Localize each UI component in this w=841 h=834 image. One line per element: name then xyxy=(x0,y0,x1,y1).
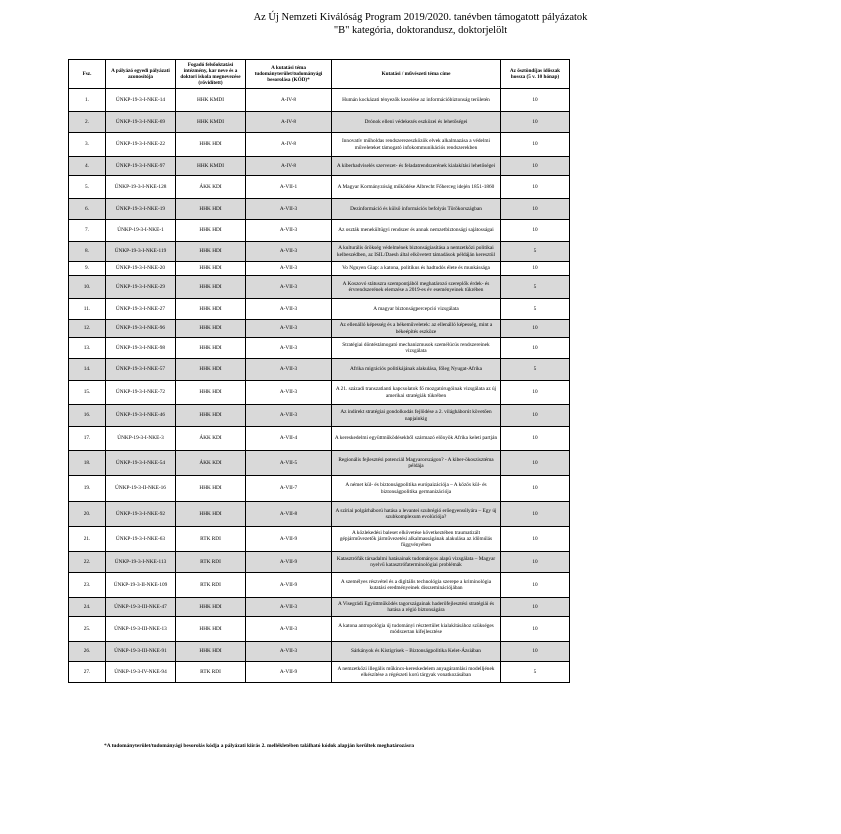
document-title: Az Új Nemzeti Kiválóság Program 2019/2020. tanévben támogatott pályázatok xyxy=(253,12,588,23)
table-row xyxy=(69,617,570,642)
table-row xyxy=(69,242,570,262)
scholarship-months: 10 xyxy=(501,502,570,527)
field-code: A-VII-9 xyxy=(246,552,332,573)
applicant-id: ÚNKP-19-3-I-NKE-22 xyxy=(106,133,176,157)
field-code: A-VII-3 xyxy=(246,359,332,381)
applicant-id: ÚNKP-19-3-I-NKE-19 xyxy=(106,199,176,220)
research-topic: Innovatív műholdas rendszerezeszközök elvek alkalmazása a védelmi műveleteket támogató infokommunikációs rendszerekben xyxy=(332,133,501,157)
field-code: A-VII-4 xyxy=(246,427,332,451)
scholarship-months: 5 xyxy=(501,276,570,299)
field-code: A-VII-3 xyxy=(246,642,332,662)
research-topic: Afrika migrációs politikájának alakulása, főleg Nyugat-Afrika xyxy=(332,359,501,381)
institution: HHK HDI xyxy=(176,502,246,527)
row-number: 27. xyxy=(69,662,106,683)
row-number: 25. xyxy=(69,617,106,642)
research-topic: A Magyar Kormányzóság működése Albrecht Főherceg idején 1851-1860 xyxy=(332,176,501,199)
table-row xyxy=(69,662,570,683)
header-applicant-id: A pályázó egyedi pályázati azonosítója xyxy=(106,60,176,89)
research-topic: A Visegrádi Együttműködés tagországainak haderőfejlesztési stratégiái és hatása a régió biztonságára xyxy=(332,598,501,617)
institution: HHK HDI xyxy=(176,262,246,276)
applicant-id: ÚNKP-19-3-I-NKE-29 xyxy=(106,276,176,299)
scholarship-months: 5 xyxy=(501,359,570,381)
scholarship-months: 10 xyxy=(501,427,570,451)
institution: HHK HDI xyxy=(176,381,246,405)
applicant-id: ÚNKP-19-3-I-NKE-27 xyxy=(106,299,176,320)
table-row xyxy=(69,89,570,112)
table-row xyxy=(69,502,570,527)
institution: RTK RDI xyxy=(176,573,246,598)
research-topic: Humán kockázati tényezők kezelése az információbiztonság területén xyxy=(332,89,501,112)
applicant-id: ÚNKP-19-3-IV-NKE-94 xyxy=(106,662,176,683)
applicant-id: ÚNKP-19-3-III-NKE-13 xyxy=(106,617,176,642)
institution: ÁKK KDI xyxy=(176,451,246,476)
scholarship-months: 10 xyxy=(501,176,570,199)
row-number: 3. xyxy=(69,133,106,157)
institution: HHK HDI xyxy=(176,133,246,157)
applicant-id: ÚNKP-19-3-I-NKE-72 xyxy=(106,381,176,405)
research-topic: Vo Nguyen Giap: a katona, politikus és hadtudós élete és munkássága xyxy=(332,262,501,276)
applicant-id: ÚNKP-19-3-I-NKE-57 xyxy=(106,359,176,381)
applicant-id: ÚNKP-19-3-I-NKE-98 xyxy=(106,338,176,359)
row-number: 21. xyxy=(69,527,106,552)
applicant-id: ÚNKP-19-3-I-NKE-113 xyxy=(106,552,176,573)
institution: HHK KMDI xyxy=(176,157,246,176)
research-topic: Az ellenálló képesség és a békeműveletek: az ellenálló képesség, mint a békeépítés eszköze xyxy=(332,320,501,338)
scholarship-months: 10 xyxy=(501,262,570,276)
field-code: A-VII-7 xyxy=(246,476,332,502)
table-row xyxy=(69,359,570,381)
institution: HHK HDI xyxy=(176,476,246,502)
table-row xyxy=(69,220,570,242)
institution: ÁKK KDI xyxy=(176,176,246,199)
institution: HHK HDI xyxy=(176,299,246,320)
field-code: A-IV-8 xyxy=(246,112,332,133)
applicant-id: ÚNKP-19-3-I-NKE-92 xyxy=(106,502,176,527)
row-number: 15. xyxy=(69,381,106,405)
document-subtitle: "B" kategória, doktorandusz, doktorjelölt xyxy=(333,25,508,36)
applicant-id: ÚNKP-19-3-I-NKE-1 xyxy=(106,220,176,242)
research-topic: Drónok elleni védekezés eszközei és lehetőségei xyxy=(332,112,501,133)
table-row xyxy=(69,199,570,220)
research-topic: A 21. századi transzatlanti kapcsolatok fő mozgatórugóinak vizsgálata az új amerikai stratégiák tükrében xyxy=(332,381,501,405)
scholarship-months: 10 xyxy=(501,133,570,157)
scholarship-months: 10 xyxy=(501,338,570,359)
field-code: A-VII-3 xyxy=(246,276,332,299)
applicant-id: ÚNKP-19-3-I-NKE-96 xyxy=(106,320,176,338)
institution: HHK HDI xyxy=(176,242,246,262)
scholarship-months: 10 xyxy=(501,573,570,598)
table-row xyxy=(69,338,570,359)
research-topic: Stratégiai döntéstámogató mechanizmusok személúcús rendszereinek vizsgálata xyxy=(332,338,501,359)
field-code: A-VII-3 xyxy=(246,598,332,617)
row-number: 4. xyxy=(69,157,106,176)
row-number: 14. xyxy=(69,359,106,381)
scholarship-months: 10 xyxy=(501,476,570,502)
field-code: A-VII-3 xyxy=(246,220,332,242)
field-code: A-IV-8 xyxy=(246,133,332,157)
applicant-id: ÚNKP-19-3-I-NKE-97 xyxy=(106,157,176,176)
institution: HHK KMDI xyxy=(176,112,246,133)
row-number: 6. xyxy=(69,199,106,220)
field-code: A-VII-9 xyxy=(246,662,332,683)
field-code: A-VII-8 xyxy=(246,502,332,527)
table-row xyxy=(69,642,570,662)
research-topic: Az oszták menekültügyi rendszer és annak nemzetbiztonsági sajátosságai xyxy=(332,220,501,242)
field-code: A-VII-3 xyxy=(246,299,332,320)
header-scholarship-length: Az ösztöndíjas időszak hossza (5 v. 10 hónap) xyxy=(501,60,570,89)
research-topic: A Koszovó státuszra szempontjából meghatározó szereplők érdek- és érvrendszerének elemzése a 2019-es év eseményeinek tükrében xyxy=(332,276,501,299)
row-number: 13. xyxy=(69,338,106,359)
scholarship-months: 10 xyxy=(501,112,570,133)
table-row xyxy=(69,262,570,276)
institution: HHK HDI xyxy=(176,617,246,642)
applicant-id: ÚNKP-19-3-III-NKE-91 xyxy=(106,642,176,662)
row-number: 2. xyxy=(69,112,106,133)
row-number: 5. xyxy=(69,176,106,199)
scholarship-months: 10 xyxy=(501,220,570,242)
research-topic: A katona antropológia új tudományi résztertület kialakításához szükséges módszertan kifejlesztése xyxy=(332,617,501,642)
applicant-id: ÚNKP-19-3-I-NKE-14 xyxy=(106,89,176,112)
table-row xyxy=(69,176,570,199)
research-topic: A személyes részvétel és a digitális technológia szerepe a kriminológia kutatási eredményeinek disszeminációjában xyxy=(332,573,501,598)
institution: HHK HDI xyxy=(176,199,246,220)
table-row xyxy=(69,299,570,320)
scholarship-months: 10 xyxy=(501,642,570,662)
table-row xyxy=(69,133,570,157)
scholarship-months: 10 xyxy=(501,405,570,427)
research-topic: Katasztrófák társadalmi hatásainak tudományos alapú vizsgálata – Magyar nyelvű katasztrófaterminológiai problémák xyxy=(332,552,501,573)
scholarship-months: 10 xyxy=(501,617,570,642)
research-topic: Sárkányok és Kistigrisek – Biztonságpolitika Kelet-Ázsiában xyxy=(332,642,501,662)
scholarship-months: 10 xyxy=(501,320,570,338)
institution: HHK HDI xyxy=(176,220,246,242)
field-code: A-IV-8 xyxy=(246,89,332,112)
row-number: 1. xyxy=(69,89,106,112)
field-code: A-VII-3 xyxy=(246,262,332,276)
footnote: *A tudományterület/tudományági besorolás kódja a pályázati kiírás 2. mellékletében található kódok alapján kerültek meghatározásra xyxy=(104,743,415,749)
row-number: 24. xyxy=(69,598,106,617)
scholarship-months: 5 xyxy=(501,662,570,683)
table-row xyxy=(69,451,570,476)
scholarship-months: 10 xyxy=(501,157,570,176)
row-number: 16. xyxy=(69,405,106,427)
table-row xyxy=(69,320,570,338)
applicant-id: ÚNKP-19-3-III-NKE-47 xyxy=(106,598,176,617)
applicant-id: ÚNKP-19-3-II-NKE-109 xyxy=(106,573,176,598)
field-code: A-VII-1 xyxy=(246,176,332,199)
field-code: A-VII-9 xyxy=(246,527,332,552)
row-number: 23. xyxy=(69,573,106,598)
institution: RTK RDI xyxy=(176,527,246,552)
applicant-id: ÚNKP-19-3-I-NKE-128 xyxy=(106,176,176,199)
scholarship-months: 10 xyxy=(501,89,570,112)
field-code: A-VII-3 xyxy=(246,381,332,405)
institution: HHK HDI xyxy=(176,598,246,617)
research-topic: A nemzetközi illegális műkincs-kereskedelem anyagáramlási modelljének elkészítése a régészeti korú tárgyak vonatkozásában xyxy=(332,662,501,683)
table-row xyxy=(69,427,570,451)
field-code: A-VII-9 xyxy=(246,573,332,598)
table-header-row xyxy=(69,60,570,89)
institution: HHK HDI xyxy=(176,276,246,299)
row-number: 9. xyxy=(69,262,106,276)
research-topic: A kiberhadviselés szervezet- és feladatrendszerének kialakítási lehetőségei xyxy=(332,157,501,176)
field-code: A-VII-3 xyxy=(246,320,332,338)
table-row xyxy=(69,573,570,598)
row-number: 18. xyxy=(69,451,106,476)
research-topic: A szíriai polgárháború hatása a levantei szubrégió erőegyensúlyára – Egy új szubkomplexum evolúciója? xyxy=(332,502,501,527)
research-topic: Dezinformáció és külső információs befolyás Törökországban xyxy=(332,199,501,220)
scholarship-months: 5 xyxy=(501,299,570,320)
field-code: A-VII-3 xyxy=(246,617,332,642)
field-code: A-IV-8 xyxy=(246,157,332,176)
row-number: 26. xyxy=(69,642,106,662)
applicant-id: ÚNKP-19-3-I-NKE-69 xyxy=(106,112,176,133)
scholarship-months: 10 xyxy=(501,199,570,220)
institution: HHK HDI xyxy=(176,338,246,359)
research-topic: A kereskedelmi együttműködésekből származó előnyök Afrika keleti partján xyxy=(332,427,501,451)
field-code: A-VII-3 xyxy=(246,242,332,262)
applicant-id: ÚNKP-19-3-I-NKE-46 xyxy=(106,405,176,427)
scholarship-months: 10 xyxy=(501,552,570,573)
row-number: 11. xyxy=(69,299,106,320)
row-number: 22. xyxy=(69,552,106,573)
table-row xyxy=(69,598,570,617)
table-row xyxy=(69,527,570,552)
table-row xyxy=(69,405,570,427)
research-topic: Az indirekt stratégiai gondolkodás fejlődése a 2. világháborút követően napjainkig xyxy=(332,405,501,427)
applicant-id: ÚNKP-19-3-I-NKE-119 xyxy=(106,242,176,262)
field-code: A-VII-5 xyxy=(246,451,332,476)
research-topic: Regionális fejlesztési potenciál Magyarországon? - A kiber-ökoszisztéma példája xyxy=(332,451,501,476)
applicant-id: ÚNKP-19-3-I-NKE-20 xyxy=(106,262,176,276)
row-number: 20. xyxy=(69,502,106,527)
institution: HHK KMDI xyxy=(176,89,246,112)
institution: HHK HDI xyxy=(176,642,246,662)
table-row xyxy=(69,276,570,299)
institution: RTK RDI xyxy=(176,662,246,683)
institution: HHK HDI xyxy=(176,359,246,381)
institution: RTK RDI xyxy=(176,552,246,573)
field-code: A-VII-3 xyxy=(246,199,332,220)
institution: HHK HDI xyxy=(176,320,246,338)
header-number: Fsz. xyxy=(69,60,106,89)
research-topic: A német kül- és biztonságpolitika európaizációja – A közös kül- és biztonságpolitika germanizációja xyxy=(332,476,501,502)
scholarship-months: 10 xyxy=(501,598,570,617)
applicant-id: ÚNKP-19-3-I-NKE-54 xyxy=(106,451,176,476)
field-code: A-VII-3 xyxy=(246,338,332,359)
row-number: 17. xyxy=(69,427,106,451)
scholarship-months: 10 xyxy=(501,381,570,405)
table-row xyxy=(69,552,570,573)
table-row xyxy=(69,112,570,133)
row-number: 10. xyxy=(69,276,106,299)
table-row xyxy=(69,157,570,176)
header-field-code: A kutatási téma tudományterület/tudományági besorolása (KÓD)* xyxy=(246,60,332,89)
table-row xyxy=(69,476,570,502)
table-row xyxy=(69,381,570,405)
row-number: 8. xyxy=(69,242,106,262)
applicant-id: ÚNKP-19-3-I-NKE-63 xyxy=(106,527,176,552)
scholarship-months: 5 xyxy=(501,242,570,262)
results-table xyxy=(68,59,570,683)
header-institution: Fogadó felsőoktatási intézmény, kar neve és a doktori iskola megnevezése (rövidített) xyxy=(176,60,246,89)
institution: ÁKK KDI xyxy=(176,427,246,451)
research-topic: A közlekedési baleset elkövetése következtében traumatizált gépjárművezetők járművezetési alkalmasságának alakulása az időmúlás függvényében xyxy=(332,527,501,552)
research-topic: A kulturális örökség védelmének biztonságiasítása a nemzetközi politikai kelbeszédben, az ISIL/Daesh által elkövetett támadások példáján keresztül xyxy=(332,242,501,262)
research-topic: A magyar biztonságpercepció vizsgálata xyxy=(332,299,501,320)
applicant-id: ÚNKP-19-3-II-NKE-16 xyxy=(106,476,176,502)
row-number: 12. xyxy=(69,320,106,338)
scholarship-months: 10 xyxy=(501,527,570,552)
header-research-topic: Kutatási / művészeti téma címe xyxy=(332,60,501,89)
row-number: 19. xyxy=(69,476,106,502)
institution: HHK HDI xyxy=(176,405,246,427)
field-code: A-VII-3 xyxy=(246,405,332,427)
row-number: 7. xyxy=(69,220,106,242)
scholarship-months: 10 xyxy=(501,451,570,476)
applicant-id: ÚNKP-19-3-I-NKE-3 xyxy=(106,427,176,451)
